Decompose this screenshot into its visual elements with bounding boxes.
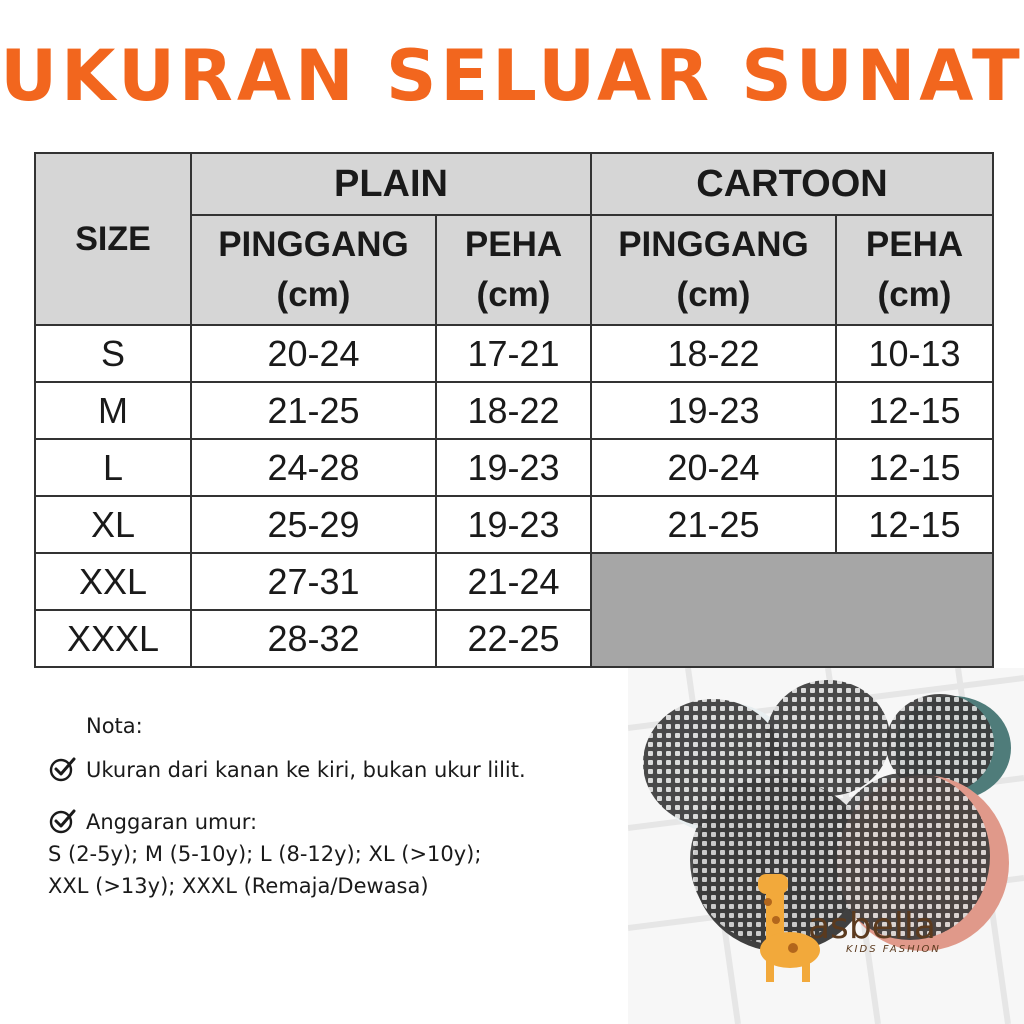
header-label: PINGGANG xyxy=(218,225,409,264)
plain-pinggang-cell: 21-25 xyxy=(191,382,436,439)
table-row xyxy=(35,553,993,610)
note-text: S (2-5y); M (5-10y); L (8-12y); XL (>10y); xyxy=(48,842,482,866)
plain-peha-cell: 22-25 xyxy=(436,610,591,667)
note-text: Anggaran umur: xyxy=(86,810,258,834)
note-item xyxy=(48,754,668,786)
plain-peha-cell: 21-24 xyxy=(436,553,591,610)
brand-tagline: KIDS FASHION xyxy=(846,944,941,955)
note-text: Ukuran dari kanan ke kiri, bukan ukur lilit. xyxy=(86,758,526,782)
cartoon-pinggang-cell: 19-23 xyxy=(591,382,836,439)
plain-peha-cell: 19-23 xyxy=(436,439,591,496)
brand-logo-text: asbella xyxy=(808,906,936,947)
cartoon-peha-cell: 10-13 xyxy=(836,325,993,382)
header-label: PEHA xyxy=(464,225,563,264)
cartoon-peha-cell: 12-15 xyxy=(836,439,993,496)
plain-peha-cell: 17-21 xyxy=(436,325,591,382)
page-title: UKURAN SELUAR SUNAT xyxy=(0,35,1024,117)
size-cell: S xyxy=(35,325,191,382)
product-illustration xyxy=(628,668,1024,1024)
plain-peha-header xyxy=(436,215,591,325)
plain-pinggang-cell: 20-24 xyxy=(191,325,436,382)
product-photo xyxy=(628,668,1024,1024)
plain-peha-cell: 19-23 xyxy=(436,496,591,553)
size-cell: XXXL xyxy=(35,610,191,667)
cartoon-peha-cell: 12-15 xyxy=(836,496,993,553)
header-unit: (cm) xyxy=(877,275,952,314)
cartoon-pinggang-cell: 20-24 xyxy=(591,439,836,496)
header-label: PINGGANG xyxy=(618,225,809,264)
notes-title: Nota: xyxy=(86,714,143,738)
cartoon-peha-header xyxy=(836,215,993,325)
notes-section xyxy=(48,714,668,922)
plain-pinggang-cell: 28-32 xyxy=(191,610,436,667)
note-item xyxy=(48,806,668,902)
size-cell: M xyxy=(35,382,191,439)
header-unit: (cm) xyxy=(476,275,551,314)
note-text: XXL (>13y); XXXL (Remaja/Dewasa) xyxy=(48,874,429,898)
cartoon-pinggang-cell: 21-25 xyxy=(591,496,836,553)
plain-group-header: PLAIN xyxy=(191,153,591,215)
cartoon-pinggang-cell: 18-22 xyxy=(591,325,836,382)
cartoon-group-header: CARTOON xyxy=(591,153,993,215)
plain-pinggang-cell: 25-29 xyxy=(191,496,436,553)
size-cell: XXL xyxy=(35,553,191,610)
size-chart-table xyxy=(34,152,994,668)
size-cell: L xyxy=(35,439,191,496)
cartoon-peha-cell: 12-15 xyxy=(836,382,993,439)
table-row xyxy=(35,325,993,382)
table-row xyxy=(35,439,993,496)
cartoon-pinggang-header xyxy=(591,215,836,325)
unavailable-cartoon-cell xyxy=(591,553,993,667)
check-circle-icon xyxy=(48,754,78,784)
header-unit: (cm) xyxy=(676,275,751,314)
table-row xyxy=(35,496,993,553)
header-label: PEHA xyxy=(865,225,964,264)
check-circle-icon xyxy=(48,806,78,836)
table-row xyxy=(35,382,993,439)
plain-pinggang-cell: 27-31 xyxy=(191,553,436,610)
plain-pinggang-header xyxy=(191,215,436,325)
plain-pinggang-cell: 24-28 xyxy=(191,439,436,496)
size-cell: XL xyxy=(35,496,191,553)
size-column-header: SIZE xyxy=(35,153,191,325)
header-unit: (cm) xyxy=(276,275,351,314)
plain-peha-cell: 18-22 xyxy=(436,382,591,439)
